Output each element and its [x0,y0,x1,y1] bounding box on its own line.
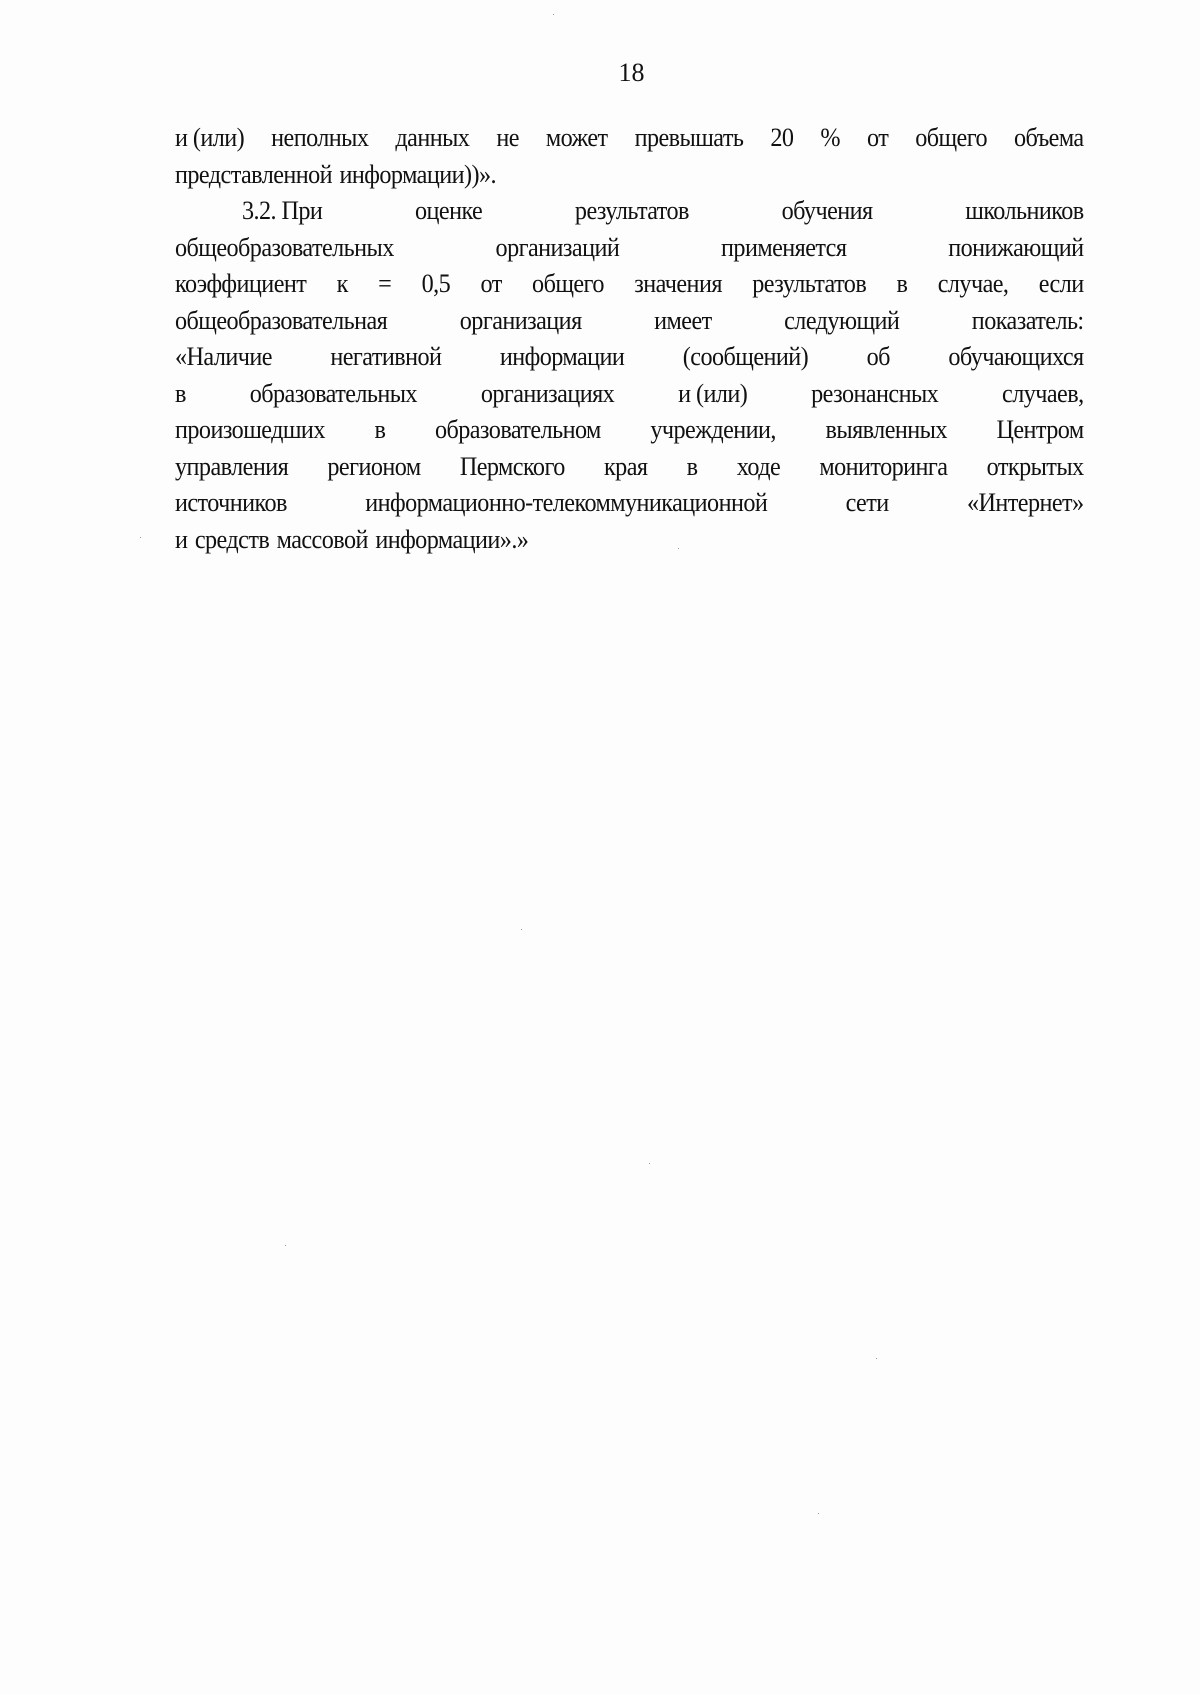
word: сети [845,488,889,517]
text-line [175,266,1084,303]
text-line [175,412,1084,449]
page-number: 18 [618,58,645,87]
text-line [175,339,1084,376]
word: не [496,123,519,152]
word: значения [634,269,722,298]
word: от [866,123,889,152]
word: источников [175,488,287,517]
word: образовательных [249,378,417,408]
word: превышать [634,123,744,152]
text-line [175,485,1084,522]
word: объема [1014,123,1084,152]
text-line [175,230,1084,267]
word: школьников [965,196,1084,225]
word: учреждении, [650,415,776,444]
word: ходе [736,451,781,481]
text-line [175,376,1084,413]
word: негативной [330,342,442,371]
word: мониторинга [819,451,948,481]
body-text [175,120,1084,558]
word: случаев, [1002,378,1084,408]
word: информационно-телекоммуникационной [365,488,768,517]
word: и [175,524,188,554]
word: «Интернет» [966,488,1084,517]
word: коэффициент [175,269,307,298]
word: данных [395,123,470,152]
word: 20 [770,123,794,152]
scan-speck [553,14,554,15]
word: выявленных [825,415,947,444]
scan-speck [818,1513,819,1514]
word: общеобразовательных [175,232,394,262]
word: массовой [276,524,368,554]
word: организация [459,305,582,335]
paragraph-3-2-first-line [175,193,1084,230]
word: управления [175,451,289,481]
word: может [545,123,608,152]
word: результатов [752,269,867,298]
word: организаций [495,232,620,262]
word: и (или) [175,123,245,152]
word: применяется [721,232,847,262]
word: общего [532,269,604,298]
word: информации))». [339,159,496,189]
word: Пермского [459,451,565,481]
word: случае, [937,269,1009,298]
word: в [175,378,186,408]
word: края [603,451,648,481]
text-line [175,449,1084,486]
word: резонансных [811,378,939,408]
scan-speck [140,537,141,538]
word: (сообщений) [682,342,809,371]
word: к [336,269,348,298]
word: 0,5 [421,269,451,298]
word: регионом [327,451,421,481]
word: открытых [986,451,1084,481]
word: представленной [175,159,333,189]
word: обучающихся [948,342,1084,371]
word: если [1038,269,1084,298]
word: информации [499,342,625,371]
word: = [378,269,392,298]
word: показатель: [971,305,1084,335]
scan-speck [521,929,522,930]
word: об [866,342,890,371]
word: от [480,269,502,298]
word: Центром [996,415,1084,444]
word: в [686,451,698,481]
word: и (или) [678,378,748,408]
word: общего [915,123,988,152]
text-line [175,303,1084,340]
word: понижающий [948,232,1084,262]
word: в [374,415,386,444]
word: результатов [574,196,689,225]
word: в [896,269,908,298]
word: средств [194,524,270,554]
text-line [175,120,1084,157]
word: оценке [414,196,483,225]
word: произошедших [175,415,325,444]
scan-speck [285,1245,286,1246]
word: общеобразовательная [175,305,388,335]
scan-speck [649,1163,650,1164]
word: организациях [480,378,615,408]
word: следующий [784,305,900,335]
text-line [175,157,1084,194]
word: «Наличие [175,342,272,371]
scan-speck [678,548,679,549]
word: % [820,123,840,152]
word: обучения [781,196,873,225]
word: информации».» [375,524,529,554]
word: образовательном [434,415,601,444]
word: неполных [271,123,369,152]
scan-speck [876,1358,877,1359]
word: 3.2. При [241,196,323,225]
word: имеет [654,305,712,335]
text-line [175,522,1084,559]
